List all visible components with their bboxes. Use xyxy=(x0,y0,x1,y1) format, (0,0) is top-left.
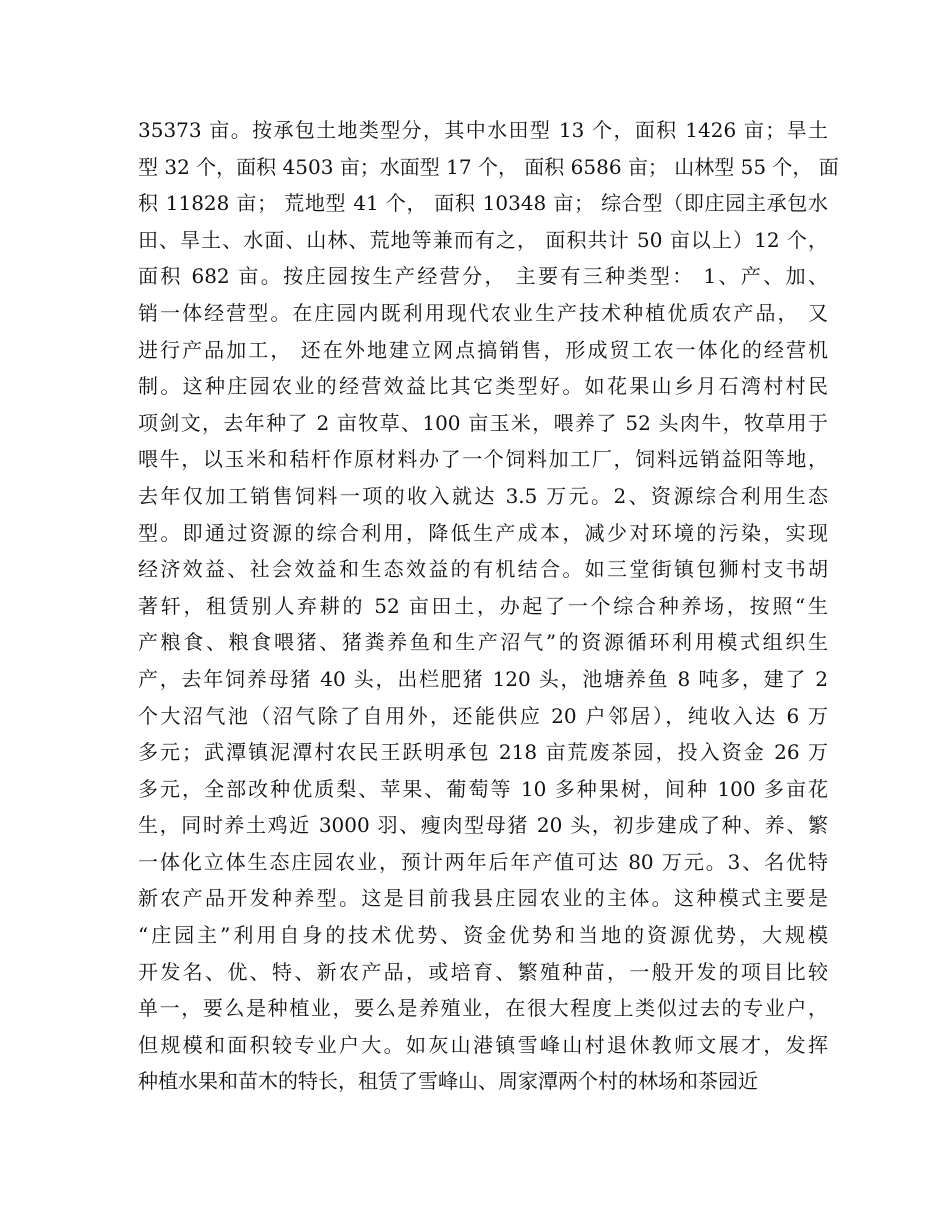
text-line: 一体化立体生态庄园农业，预计两年后年产值可达 80 万元。3、名优特 xyxy=(138,849,828,874)
text-line: 喂牛，以玉米和秸杆作原材料办了一个饲料加工厂，饲料远销益阳等地， xyxy=(138,447,828,472)
text-line: 个大沼气池（沼气除了自用外，还能供应 20 户邻居），纯收入达 6 万 xyxy=(138,703,828,728)
text-line: 著轩，租赁别人弃耕的 52 亩田土，办起了一个综合种养场，按照“生 xyxy=(138,593,828,618)
text-line: 型。即通过资源的综合利用，降低生产成本，减少对环境的污染，实现 xyxy=(138,520,828,545)
text-line: 产，去年饲养母猪 40 头，出栏肥猪 120 头，池塘养鱼 8 吨多，建了 2 xyxy=(138,666,828,691)
text-line: 项剑文，去年种了 2 亩牧草、100 亩玉米，喂养了 52 头肉牛，牧草用于 xyxy=(138,410,828,435)
text-line: 35373 亩。按承包土地类型分，其中水田型 13 个，面积 1426 亩；旱土 xyxy=(138,118,828,142)
text-line: 生，同时养土鸡近 3000 羽、瘦肉型母猪 20 头，初步建成了种、养、繁 xyxy=(138,813,828,838)
text-line: 单一，要么是种植业，要么是养殖业，在很大程度上类似过去的专业户， xyxy=(138,996,828,1021)
text-line: “庄园主”利用自身的技术优势、资金优势和当地的资源优势，大规模 xyxy=(138,923,828,948)
text-line: 多元；武潭镇泥潭村农民王跃明承包 218 亩荒废茶园，投入资金 26 万 xyxy=(138,740,828,765)
text-line: 进行产品加工， 还在外地建立网点搞销售，形成贸工农一体化的经营机 xyxy=(138,337,828,362)
body-text xyxy=(138,112,839,1100)
text-line: 销一体经营型。在庄园内既利用现代农业生产技术种植优质农产品， 又 xyxy=(138,300,828,325)
text-line: 产粮食、粮食喂猪、猪粪养鱼和生产沼气”的资源循环利用模式组织生 xyxy=(138,630,828,655)
text-line: 面积 682 亩。按庄园按生产经营分， 主要有三种类型： 1、产、加、 xyxy=(138,264,828,289)
text-line: 田、旱土、水面、山林、荒地等兼而有之， 面积共计 50 亩以上）12 个， xyxy=(138,227,828,252)
text-line: 积 11828 亩； 荒地型 41 个， 面积 10348 亩； 综合型（即庄园主承包水 xyxy=(138,191,828,216)
text-line: 开发名、优、特、新农产品，或培育、繁殖种苗，一般开发的项目比较 xyxy=(138,959,828,984)
text-line: 制。这种庄园农业的经营效益比其它类型好。如花果山乡月石湾村村民 xyxy=(138,374,828,399)
text-line: 去年仅加工销售饲料一项的收入就达 3.5 万元。2、资源综合利用生态 xyxy=(138,483,828,508)
text-line: 经济效益、社会效益和生态效益的有机结合。如三堂街镇包狮村支书胡 xyxy=(138,557,828,582)
text-line: 新农产品开发种养型。这是目前我县庄园农业的主体。这种模式主要是 xyxy=(138,886,828,911)
text-line: 型 32 个，面积 4503 亩；水面型 17 个， 面积 6586 亩； 山林型 55 个， 面 xyxy=(138,154,839,179)
text-line: 但规模和面积较专业户大。如灰山港镇雪峰山村退休教师文展才，发挥 xyxy=(138,1032,828,1057)
text-line: 多元，全部改种优质梨、苹果、葡萄等 10 多种果树，间种 100 多亩花 xyxy=(138,776,828,801)
text-line: 种植水果和苗木的特长，租赁了雪峰山、周家潭两个村的林场和茶园近 xyxy=(138,1069,758,1094)
